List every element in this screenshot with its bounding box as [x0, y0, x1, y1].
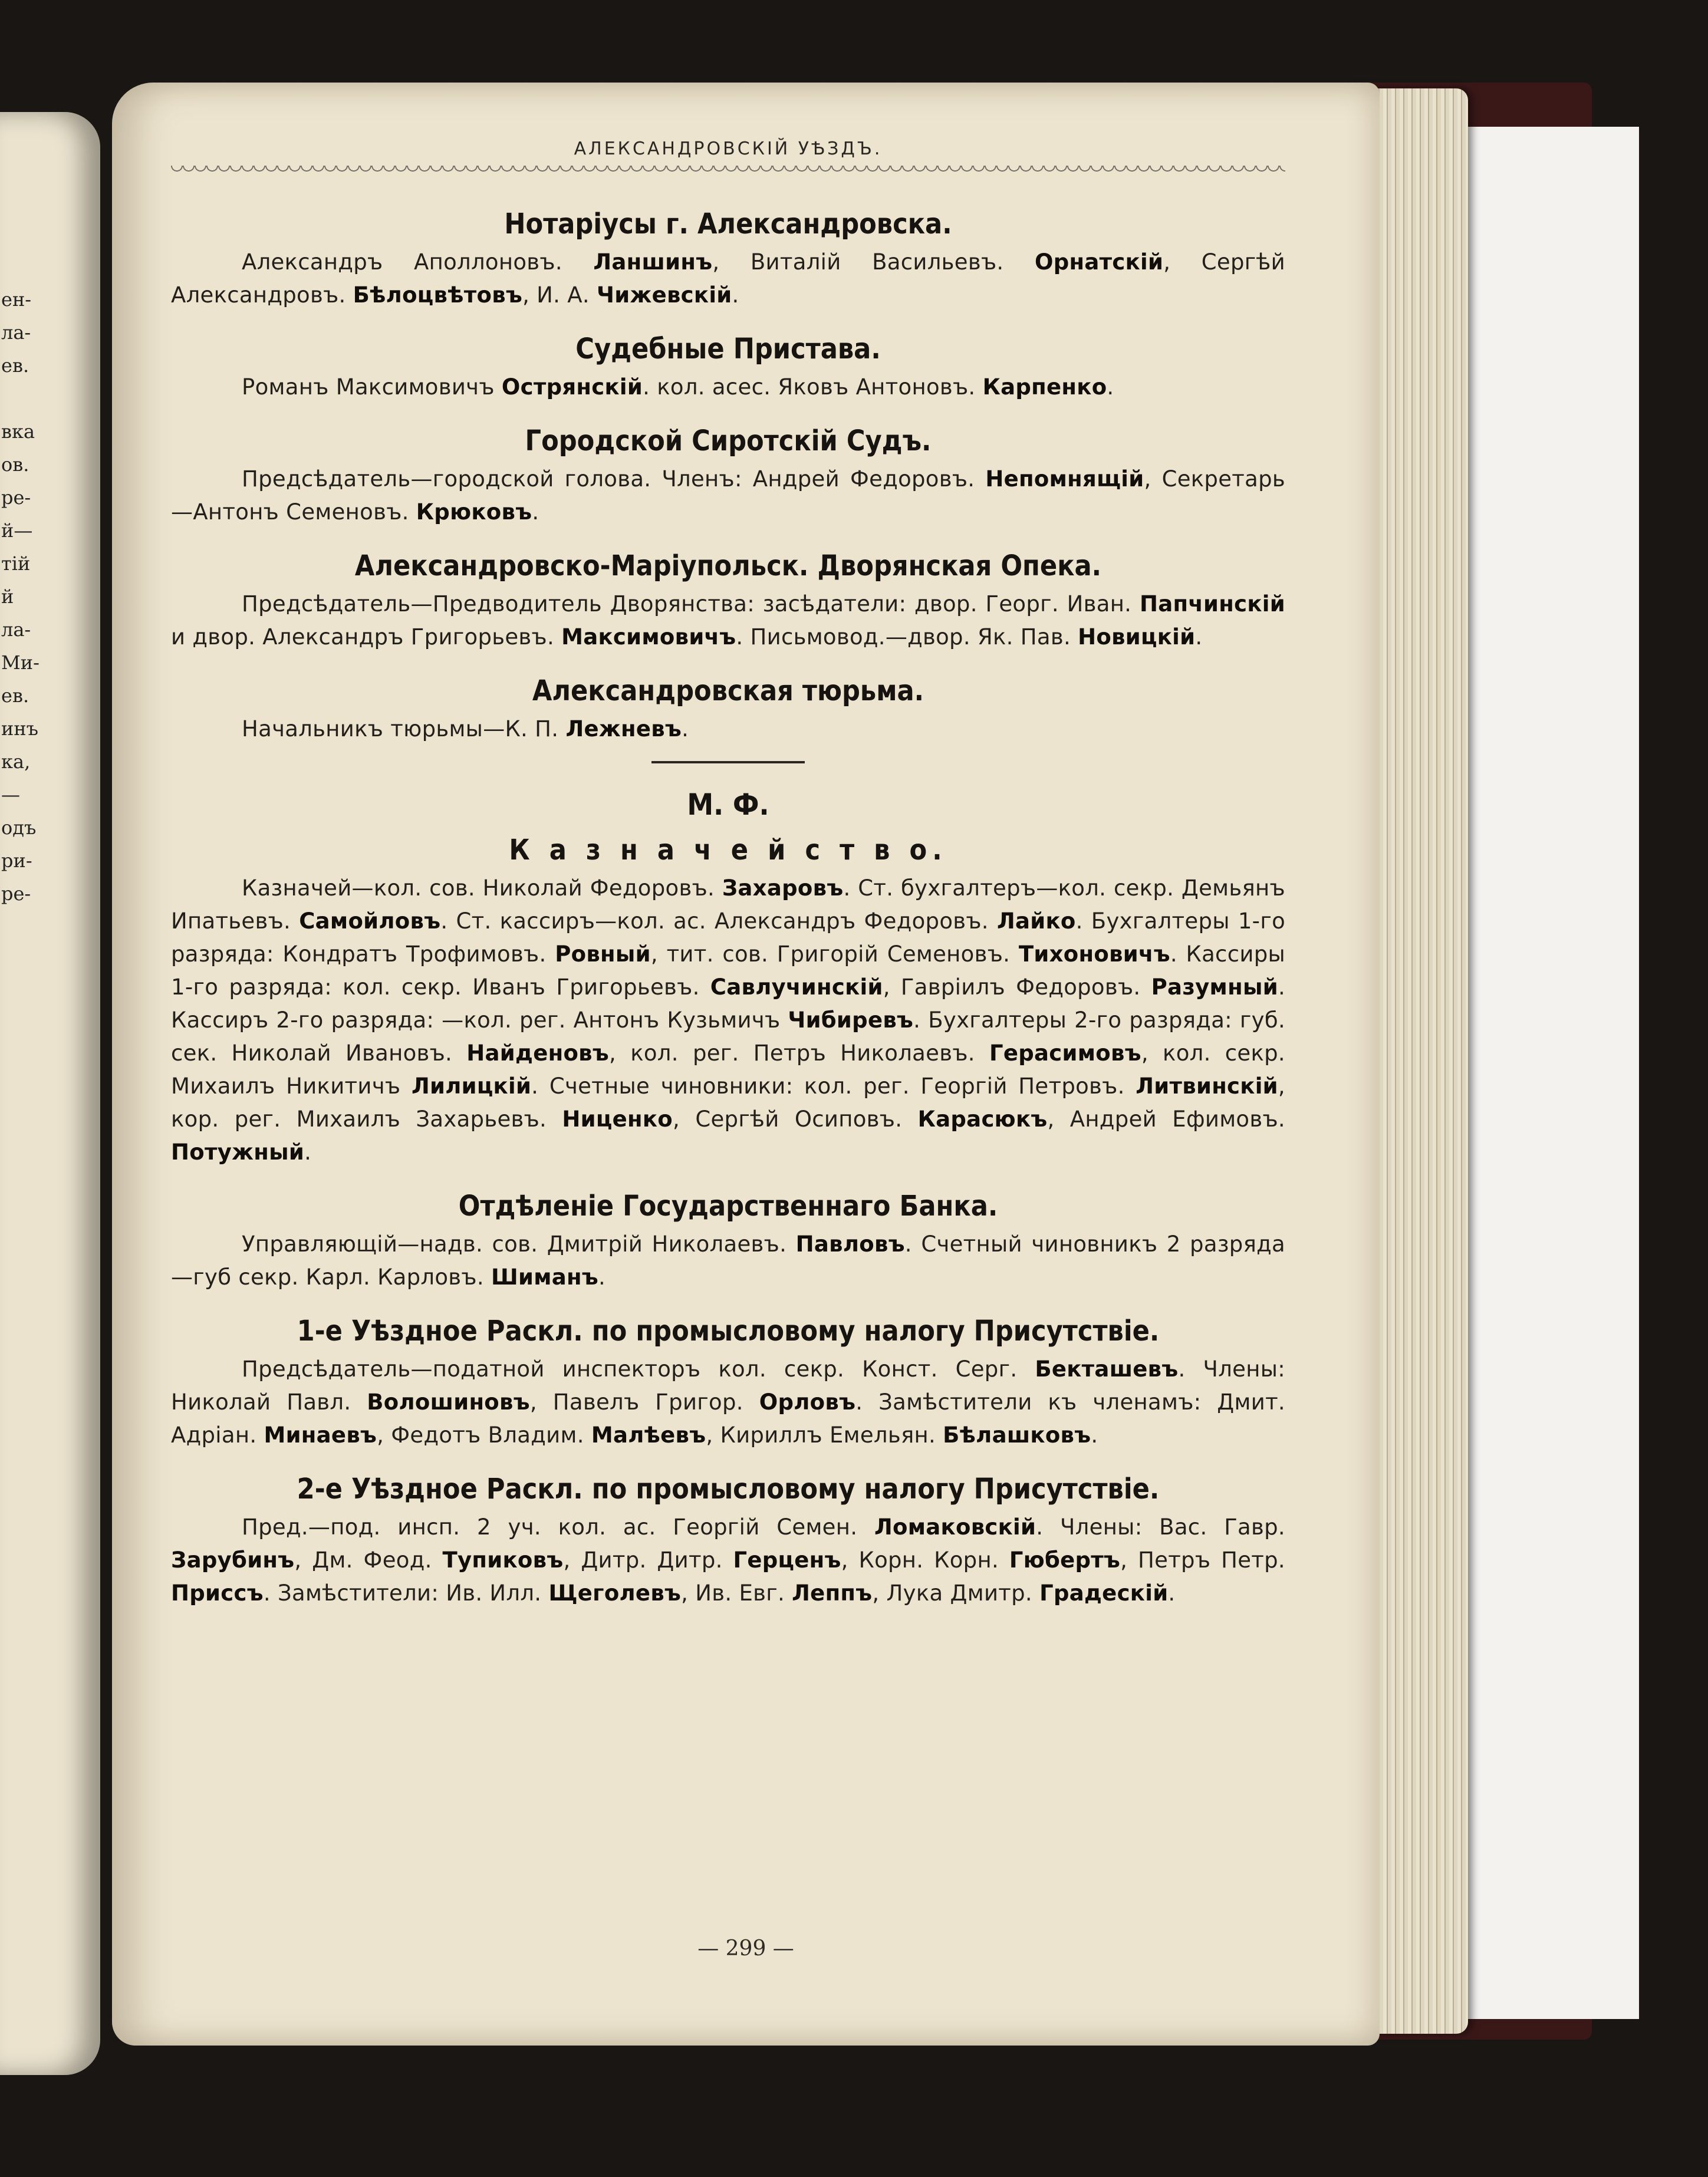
a-section-5	[171, 669, 1285, 746]
a-section-2	[171, 327, 1285, 404]
section-title: Судебные Пристава.	[575, 332, 881, 365]
left-page-fragment: й—	[1, 519, 33, 542]
running-head: АЛЕКСАНДРОВСКІЙ УѢЗДЪ.	[574, 139, 883, 159]
section-title: 2-е Уѣздное Раскл. по промысловому налогу Присутствіе.	[297, 1473, 1160, 1506]
left-page-fragment: —	[1, 783, 20, 806]
a-section-3	[171, 419, 1285, 529]
section-text: Пред.—под. инсп. 2 уч. кол. ас. Георгій Семен. Ломаковскій. Члены: Вас. Гавр. Зарубинъ, Дм. Феод. Тупиковъ, Дитр. Дитр. Герценъ, Корн. Корн. Гюбертъ, Петръ Петр. Приссъ. Замѣстители: Ив. Илл. Щеголевъ, Ив. Евг. Леппъ, Лука Дмитр. Градескій.	[171, 1514, 1285, 1606]
section-title: Городской Сиротскій Судъ.	[525, 424, 932, 457]
left-page-fragment: ла-	[1, 321, 31, 344]
b-section-2	[171, 1184, 1285, 1294]
left-page-fragment: ка,	[1, 750, 31, 773]
section-text: Управляющій—надв. сов. Дмитрій Николаевъ. Павловъ. Счетный чиновникъ 2 разряда—губ секр. Карл. Карловъ. Шиманъ.	[171, 1231, 1285, 1290]
a-section-4	[171, 544, 1285, 654]
b-section-1	[171, 828, 1285, 1169]
wavy-divider	[171, 166, 1285, 176]
section-title: Александровско-Маріупольск. Дворянская Опека.	[354, 549, 1102, 582]
page-content	[171, 139, 1285, 1625]
left-page-fragment: одъ	[1, 816, 37, 839]
section-title: Отдѣленіе Государственнаго Банка.	[458, 1190, 998, 1223]
sections-block-2	[171, 828, 1285, 1610]
left-page-fragment: ов.	[1, 453, 29, 476]
left-page-fragment: ев.	[1, 684, 29, 707]
left-page-fragment: ре-	[1, 882, 31, 905]
left-page-fragment: вка	[1, 420, 35, 443]
background-card	[1462, 127, 1639, 2019]
section-text: Предсѣдатель—Предводитель Дворянства: засѣдатели: двор. Георг. Иван. Папчинскій и двор. Александръ Григорьевъ. Максимовичъ. Письмовод.—двор. Як. Пав. Новицкій.	[171, 591, 1285, 650]
left-page-fragment: Ми-	[1, 651, 40, 674]
book-page	[112, 83, 1380, 2046]
section-text: Начальникъ тюрьмы—К. П. Лежневъ.	[242, 716, 689, 742]
section-title: Нотаріусы г. Александровска.	[504, 208, 952, 241]
left-page-fragment: ев.	[1, 354, 29, 377]
left-facing-page	[0, 112, 100, 2075]
section-heading-mf: М. Ф.	[687, 788, 769, 822]
left-page-fragment: й	[1, 585, 14, 608]
sections-block-1	[171, 202, 1285, 746]
section-text: Александръ Аполлоновъ. Ланшинъ, Виталій Васильевъ. Орнатскій, Сергѣй Александровъ. Бѣлоцвѣтовъ, И. А. Чижевскій.	[171, 249, 1285, 308]
left-page-fragment: ри-	[1, 849, 32, 872]
section-title: Александровская тюрьма.	[532, 674, 924, 707]
b-section-4	[171, 1467, 1285, 1610]
section-title: 1-е Уѣздное Раскл. по промысловому налогу Присутствіе.	[297, 1315, 1160, 1348]
left-page-fragment: ен-	[1, 288, 32, 311]
horizontal-rule	[651, 761, 805, 763]
section-text: Казначей—кол. сов. Николай Федоровъ. Захаровъ. Ст. бухгалтеръ—кол. секр. Демьянъ Ипатьевъ. Самойловъ. Ст. кассиръ—кол. ас. Александръ Федоровъ. Лайко. Бухгалтеры 1-го разряда: Кондратъ Трофимовъ. Ровный, тит. сов. Григорій Семеновъ. Тихоновичъ. Кассиры 1-го разряда: кол. секр. Иванъ Григорьевъ. Савлучинскій, Гавріилъ Федоровъ. Разумный. Кассиръ 2-го разряда: —кол. рег. Антонъ Кузьмичъ Чибиревъ. Бухгалтеры 2-го разряда: губ. сек. Николай Ивановъ. Найденовъ, кол. рег. Петръ Николаевъ. Герасимовъ, кол. секр. Михаилъ Никитичъ Лилицкій. Счетные чиновники: кол. рег. Георгій Петровъ. Литвинскій, кор. рег. Михаилъ Захарьевъ. Ниценко, Сергѣй Осиповъ. Карасюкъ, Андрей Ефимовъ. Потужный.	[171, 875, 1286, 1165]
section-text: Предсѣдатель—городской голова. Членъ: Андрей Федоровъ. Непомнящій, Секретарь—Антонъ Семеновъ. Крюковъ.	[171, 466, 1285, 525]
b-section-3	[171, 1309, 1285, 1452]
section-text: Предсѣдатель—податной инспекторъ кол. секр. Конст. Серг. Бекташевъ. Члены: Николай Павл. Волошиновъ, Павелъ Григор. Орловъ. Замѣстители къ членамъ: Дмит. Адріан. Минаевъ, Федотъ Владим. Малѣевъ, Кириллъ Емельян. Бѣлашковъ.	[171, 1356, 1285, 1448]
section-text: Романъ Максимовичъ Острянскій. кол. асес. Яковъ Антоновъ. Карпенко.	[242, 374, 1114, 400]
left-page-fragment: инъ	[1, 717, 39, 740]
page-number: — 299 —	[697, 1936, 794, 1961]
left-page-fragment: ла-	[1, 618, 31, 641]
a-section-1	[171, 202, 1285, 312]
left-page-fragment: тій	[1, 552, 31, 575]
left-page-fragment: ре-	[1, 486, 31, 509]
section-title: К а з н а ч е й с т в о.	[509, 834, 947, 867]
